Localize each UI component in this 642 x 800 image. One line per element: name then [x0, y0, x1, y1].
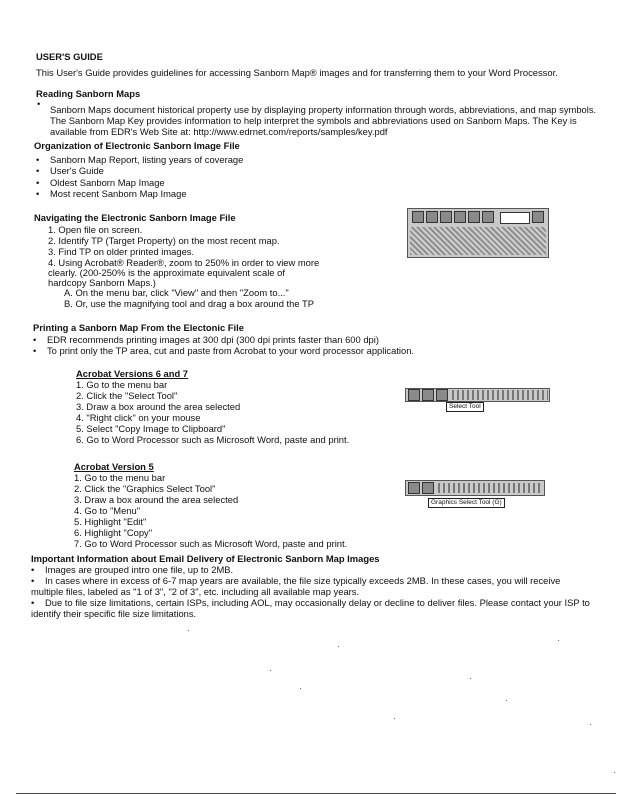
navigating-step: 2. Identify TP (Target Property) on the most recent map. — [48, 235, 280, 246]
dropdown-icon — [532, 211, 544, 223]
hand-tool-icon — [422, 389, 434, 401]
navigating-step: 3. Find TP on older printed images. — [48, 246, 195, 257]
acrobat5-step: 3. Draw a box around the area selected — [74, 494, 239, 505]
acrobat5-step: 2. Click the "Graphics Select Tool" — [74, 483, 216, 494]
acrobat5-heading: Acrobat Version 5 — [74, 461, 154, 472]
scan-speck — [300, 688, 301, 689]
printing-bullet: • EDR recommends printing images at 300 dpi (300 dpi prints faster than 600 dpi) — [33, 334, 379, 345]
scan-speck — [338, 646, 339, 647]
graphics-select-tooltip: Graphics Select Tool (G) — [428, 498, 505, 508]
page-icon — [454, 211, 466, 223]
organization-item: • Sanborn Map Report, listing years of coverage — [36, 154, 244, 165]
navigating-step: 4. Using Acrobat® Reader®, zoom to 250% in order to view more — [48, 257, 320, 268]
organization-heading: Organization of Electronic Sanborn Image File — [34, 140, 240, 151]
bottom-scan-edge — [16, 793, 616, 794]
select-tool-icon — [408, 389, 420, 401]
toolbar-noise-icon — [452, 390, 548, 400]
acrobat67-step: 6. Go to Word Processor such as Microsoft Word, paste and print. — [76, 434, 350, 445]
page-icon — [468, 211, 480, 223]
navigating-substep: B. Or, use the magnifying tool and drag a box around the TP — [64, 298, 314, 309]
scan-speck — [506, 700, 507, 701]
navigating-substep: A. On the menu bar, click "View" and then "Zoom to..." — [64, 287, 289, 298]
reading-heading: Reading Sanborn Maps — [36, 88, 141, 99]
acrobat67-heading: Acrobat Versions 6 and 7 — [76, 368, 189, 379]
navigating-step: 1. Open file on screen. — [48, 224, 143, 235]
scan-speck — [470, 678, 471, 679]
zoom-in-icon — [436, 389, 448, 401]
email-bullet: • In cases where in excess of 6-7 map years are available, the file size typically exceeds 2MB. In these cases, you will receive multiple files, labeled as "1 of 3", "2 of 3", etc. including all available map years. — [31, 575, 561, 597]
navigating-continuation: clearly. (200-250% is the approximate equivalent scale of — [48, 267, 285, 278]
email-bullet: • Images are grouped intro one file, up to 2MB. — [31, 564, 234, 575]
acrobat5-step: 1. Go to the menu bar — [74, 472, 166, 483]
toolbar-noise-icon — [410, 227, 546, 255]
scan-speck — [270, 670, 271, 671]
intro-text: This User's Guide provides guidelines for accessing Sanborn Map® images and for transferring them to your Word Processor. — [36, 67, 558, 78]
acrobat67-step: 4. "Right click" on your mouse — [76, 412, 201, 423]
scan-speck — [590, 724, 591, 725]
select-tool-tooltip: Select Tool — [446, 402, 484, 412]
page-icon — [482, 211, 494, 223]
acrobat5-step: 5. Highlight "Edit" — [74, 516, 147, 527]
zoom-in-icon — [426, 211, 438, 223]
scan-speck — [614, 772, 615, 773]
printing-bullet: • To print only the TP area, cut and paste from Acrobat to your word processor application. — [33, 345, 415, 356]
printing-heading: Printing a Sanborn Map From the Electonic File — [33, 322, 244, 333]
acrobat5-step: 4. Go to "Menu" — [74, 505, 141, 516]
acrobat67-step: 2. Click the "Select Tool" — [76, 390, 178, 401]
hand-tool-icon — [412, 211, 424, 223]
email-bullet: • Due to file size limitations, certain ISPs, including AOL, may occasionally delay or decline to deliver files. Please contact your ISP to identify their specific file size limitations. — [31, 597, 590, 619]
organization-item: • User's Guide — [36, 165, 104, 176]
select-toolbar-image — [405, 388, 550, 402]
reading-body: Sanborn Maps document historical property use by displaying property information through words, abbreviations, and map symbols. The Sanborn Map Key provides information to help interpret the symbols and abbreviations used on Sanborn Maps. The Key is available from EDR's Web Site at: http://www.edrnet.com/reports/samples/key.pdf — [50, 104, 597, 137]
email-heading: Important Information about Email Delivery of Electronic Sanborn Map Images — [31, 553, 380, 564]
acrobat67-step: 1. Go to the menu bar — [76, 379, 168, 390]
organization-item: • Most recent Sanborn Map Image — [36, 188, 187, 199]
navigating-heading: Navigating the Electronic Sanborn Image File — [34, 212, 236, 223]
acrobat67-step: 3. Draw a box around the area selected — [76, 401, 241, 412]
organization-item: • Oldest Sanborn Map Image — [36, 177, 165, 188]
graphics-toolbar-image — [405, 480, 545, 496]
toolbar-noise-icon — [438, 483, 542, 493]
zoom-toolbar-image — [407, 208, 549, 258]
scan-speck — [188, 630, 189, 631]
scan-speck — [394, 718, 395, 719]
zoom-out-icon — [440, 211, 452, 223]
scan-speck — [558, 640, 559, 641]
page-title: USER'S GUIDE — [36, 51, 103, 62]
acrobat67-step: 5. Select "Copy Image to Clipboard" — [76, 423, 226, 434]
navigating-continuation: hardcopy Sanborn Maps.) — [48, 277, 156, 288]
graphics-select-icon — [408, 482, 420, 494]
acrobat5-step: 7. Go to Word Processor such as Microsoft Word, paste and print. — [74, 538, 348, 549]
hand-tool-icon — [422, 482, 434, 494]
zoom-field-icon — [500, 212, 530, 224]
reading-bullet: • — [37, 98, 41, 109]
acrobat5-step: 6. Highlight "Copy" — [74, 527, 153, 538]
